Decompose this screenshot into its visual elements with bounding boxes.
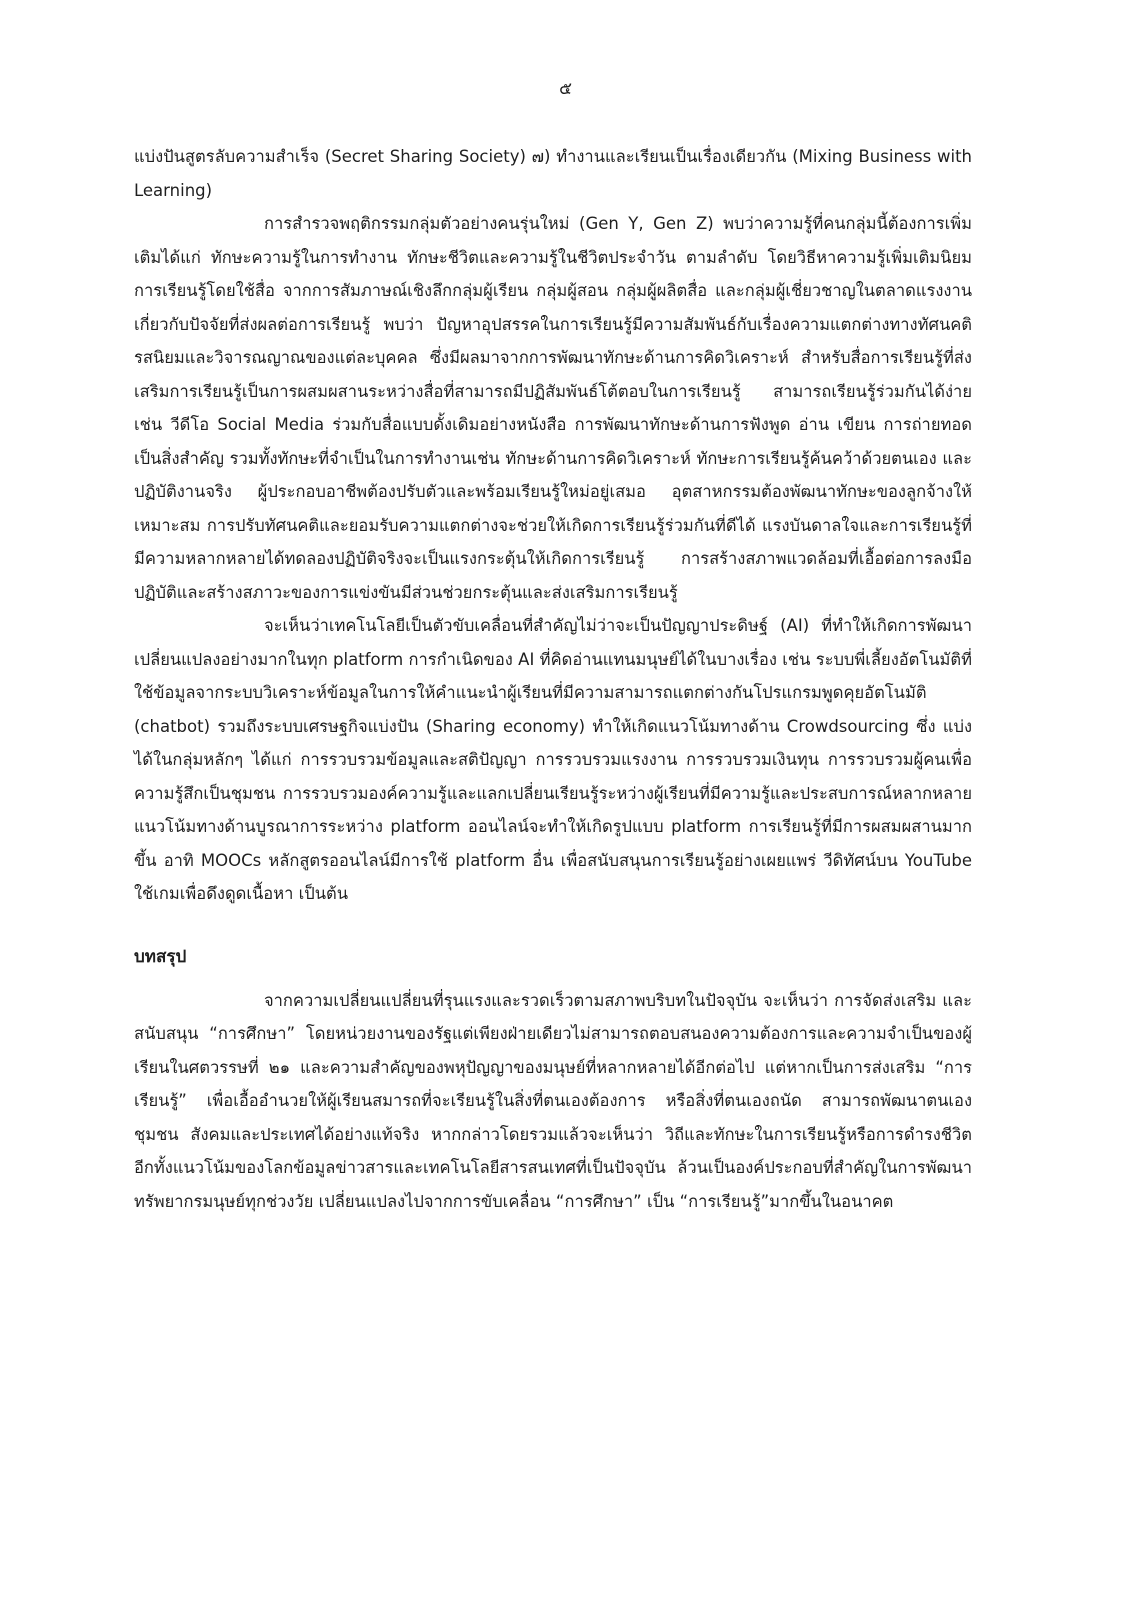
section-heading-conclusion: บทสรุป bbox=[134, 946, 187, 967]
paragraph-conclusion: จากความเปลี่ยนแปลี่ยนที่รุนแรงและรวดเร็วตามสภาพบริบทในปัจจุบัน จะเห็นว่า การจัดส่งเสริม และสนับสนุน “การศึกษา” โดยหน่วยงานของรัฐแต่เพียงฝ่ายเดียวไม่สามารถตอบสนองความต้องการและความจำเป็นของผู้เรียนในศตวรรษที่ ๒๑ และความสำคัญของพหุปัญญาของมนุษย์ที่หลากหลายได้อีกต่อไป แต่หากเป็นการส่งเสริม “การเรียนรู้” เพื่อเอื้ออำนวยให้ผู้เรียนสมารถที่จะเรียนรู้ในสิ่งที่ตนเองต้องการ หรือสิ่งที่ตนเองถนัด สามารถพัฒนาตนเอง ชุมชน สังคมและประเทศได้อย่างแท้จริง หากกล่าวโดยรวมแล้วจะเห็นว่า วิถีและทักษะในการเรียนรู้หรือการดำรงชีวิต อีกทั้งแนวโน้มของโลกข้อมูลข่าวสารและเทคโนโลยีสารสนเทศที่เป็นปัจจุบัน ล้วนเป็นองค์ประกอบที่สำคัญในการพัฒนาทรัพยากรมนุษย์ทุกช่วงวัย เปลี่ยนแปลงไปจากการขับเคลื่อน “การศึกษา” เป็น “การเรียนรู้”มากขึ้นในอนาคต bbox=[134, 990, 972, 1211]
paragraph-continuation: แบ่งปันสูตรลับความสำเร็จ (Secret Sharing Society) ๗) ทำงานและเรียนเป็นเรื่องเดียวกัน (Mixing Business with Learning) bbox=[134, 147, 972, 200]
paragraph-survey: การสำรวจพฤติกรรมกลุ่มตัวอย่างคนรุ่นใหม่ (Gen Y, Gen Z) พบว่าความรู้ที่คนกลุ่มนี้ต้องการเพิ่มเติมได้แก่ ทักษะความรู้ในการทำงาน ทักษะชีวิตและความรู้ในชีวิตประจำวัน ตามลำดับ โดยวิธีหาความรู้เพิ่มเติมนิยมการเรียนรู้โดยใช้สื่อ จากการสัมภาษณ์เชิงลึกกลุ่มผู้เรียน กลุ่มผู้สอน กลุ่มผู้ผลิตสื่อ และกลุ่มผู้เชี่ยวชาญในตลาดแรงงาน เกี่ยวกับปัจจัยที่ส่งผลต่อการเรียนรู้ พบว่า ปัญหาอุปสรรคในการเรียนรู้มีความสัมพันธ์กับเรื่องความแตกต่างทางทัศนคติ รสนิยมและวิจารณญาณของแต่ละบุคคล ซึ่งมีผลมาจากการพัฒนาทักษะด้านการคิดวิเคราะห์ สำหรับสื่อการเรียนรู้ที่ส่งเสริมการเรียนรู้เป็นการผสมผสานระหว่างสื่อที่สามารถมีปฏิสัมพันธ์โต้ตอบในการเรียนรู้ สามารถเรียนรู้ร่วมกันได้ง่าย เช่น วีดีโอ Social Media ร่วมกับสื่อแบบดั้งเดิมอย่างหนังสือ การพัฒนาทักษะด้านการฟังพูด อ่าน เขียน การถ่ายทอด เป็นสิ่งสำคัญ รวมทั้งทักษะที่จำเป็นในการทำงานเช่น ทักษะด้านการคิดวิเคราะห์ ทักษะการเรียนรู้ค้นคว้าด้วยตนเอง และปฏิบัติงานจริง ผู้ประกอบอาชีพต้องปรับตัวและพร้อมเรียนรู้ใหม่อยู่เสมอ อุตสาหกรรมต้องพัฒนาทักษะของลูกจ้างให้เหมาะสม การปรับทัศนคติและยอมรับความแตกต่างจะช่วยให้เกิดการเรียนรู้ร่วมกันที่ดีได้ แรงบันดาลใจและการเรียนรู้ที่มีความหลากหลายได้ทดลองปฏิบัติจริงจะเป็นแรงกระตุ้นให้เกิดการเรียนรู้ การสร้างสภาพแวดล้อมที่เอื้อต่อการลงมือปฏิบัติและสร้างสภาวะของการแข่งขันมีส่วนช่วยกระตุ้นและส่งเสริมการเรียนรู้ bbox=[134, 214, 972, 602]
paragraph-technology: จะเห็นว่าเทคโนโลยีเป็นตัวขับเคลื่อนที่สำคัญไม่ว่าจะเป็นปัญญาประดิษฐ์ (AI) ที่ทำให้เกิดการพัฒนาเปลี่ยนแปลงอย่างมากในทุก platform การกำเนิดของ AI ที่คิดอ่านแทนมนุษย์ได้ในบางเรื่อง เช่น ระบบพี่เลี้ยงอัตโนมัติที่ใช้ข้อมูลจากระบบวิเคราะห์ข้อมูลในการให้คำแนะนำผู้เรียนที่มีความสามารถแตกต่างกันโปรแกรมพูดคุยอัตโนมัติ (chatbot) รวมถึงระบบเศรษฐกิจแบ่งปัน (Sharing economy) ทำให้เกิดแนวโน้มทางด้าน Crowdsourcing ซึ่ง แบ่งได้ในกลุ่มหลักๆ ได้แก่ การรวบรวมข้อมูลและสติปัญญา การรวบรวมแรงงาน การรวบรวมเงินทุน การรวบรวมผู้คนเพื่อความรู้สึกเป็นชุมชน การรวบรวมองค์ความรู้และแลกเปลี่ยนเรียนรู้ระหว่างผู้เรียนที่มีความรู้และประสบการณ์หลากหลายแนวโน้มทางด้านบูรณาการระหว่าง platform ออนไลน์จะทำให้เกิดรูปแบบ platform การเรียนรู้ที่มีการผสมผสานมากขึ้น อาทิ MOOCs หลักสูตรออนไลน์มีการใช้ platform อื่น เพื่อสนับสนุนการเรียนรู้อย่างเผยแพร่ วีดิทัศน์บน YouTube ใช้เกมเพื่อดึงดูดเนื้อหา เป็นต้น bbox=[134, 616, 972, 903]
page-content bbox=[134, 140, 972, 1218]
page-number: ๕ bbox=[559, 79, 572, 99]
